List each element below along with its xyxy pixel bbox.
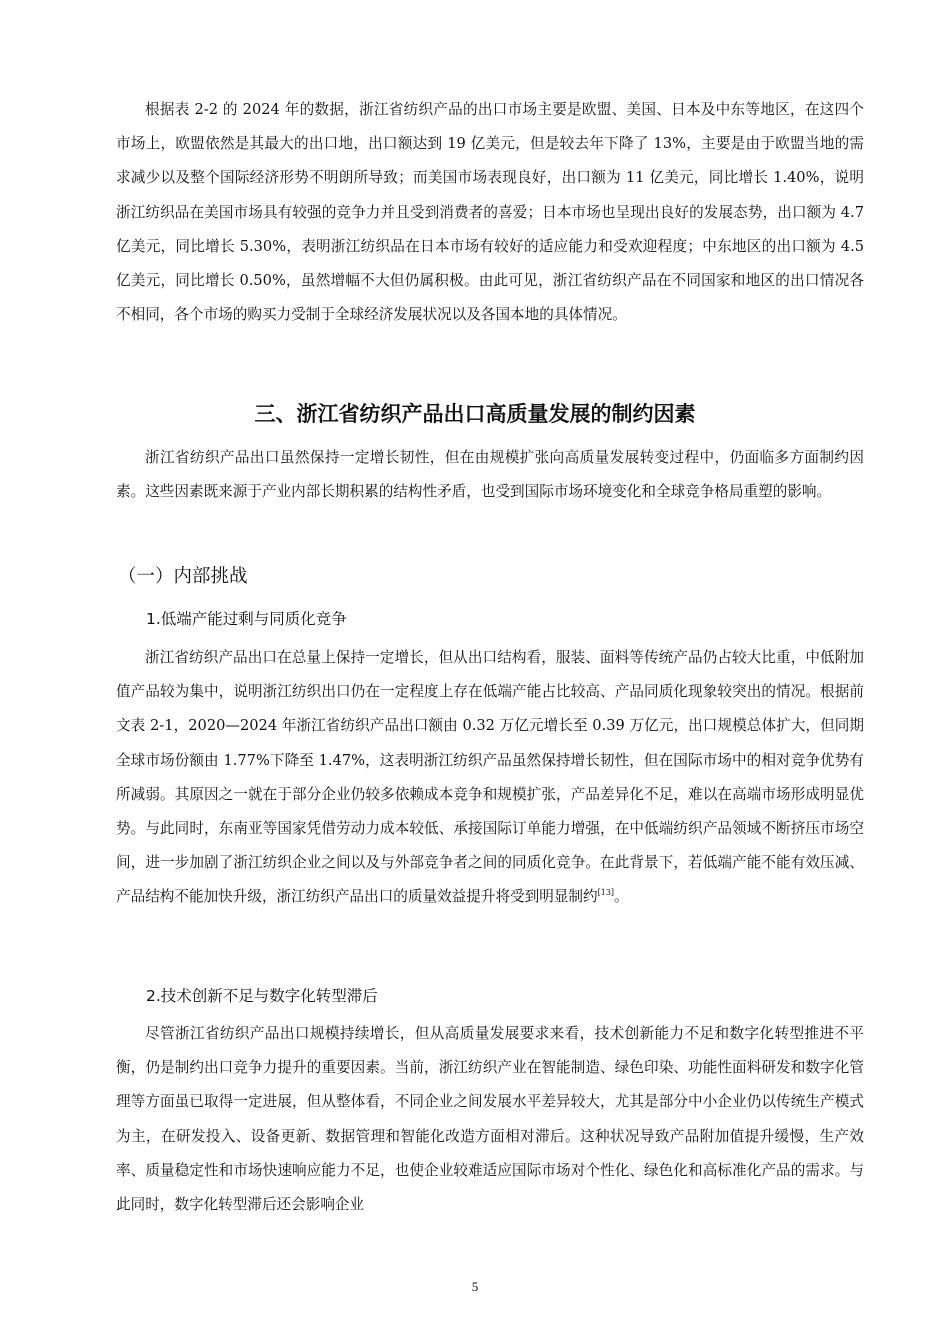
page-number: 5: [471, 1279, 479, 1294]
item-heading-2: 2.技术创新不足与数字化转型滞后: [146, 987, 378, 1005]
paragraph-export-markets: 根据表 2-2 的 2024 年的数据，浙江省纺织产品的出口市场主要是欧盟、美国、日本及中东等地区，在这四个市场上，欧盟依然是其最大的出口地，出口额达到 19 亿美元，但是较去年下降了 13%，主要是由于欧盟当地的需求减少以及整个国际经济形势不明朗所导致；而美国市场表现良好，出口额为 11 亿美元，同比增长 1.40%，说明浙江纺织品在美国市场具有较强的竞争力并且受到消费者的喜爱；日本市场也呈现出良好的发展态势，出口额为 4.7 亿美元，同比增长 5.30%，表明浙江纺织品在日本市场有较好的适应能力和受欢迎程度；中东地区的出口额为 4.5 亿美元，同比增长 0.50%，虽然增幅不大但仍属积极。由此可见，浙江省纺织产品在不同国家和地区的出口情况各不相同，各个市场的购买力受制于全球经济发展状况以及各国本地的具体情况。: [116, 101, 864, 324]
item-heading-1: 1.低端产能过剩与同质化竞争: [146, 610, 347, 628]
paragraph-low-end-capacity: [116, 641, 864, 915]
paragraph-body: 浙江省纺织产品出口在总量上保持一定增长，但从出口结构看，服装、面料等传统产品仍占较大比重，中低附加值产品较为集中，说明浙江纺织出口仍在一定程度上存在低端产能占比较高、产品同质化现象较突出的情况。根据前文表 2-1，2020—2024 年浙江省纺织产品出口额由 0.32 万亿元增长至 0.39 万亿元，出口规模总体扩大，但同期全球市场份额由 1.77%下降至 1.47%，这表明浙江纺织产品虽然保持增长韧性，但在国际市场中的相对竞争优势有所减弱。其原因之一就在于部分企业仍较多依赖成本竞争和规模扩张，产品差异化不足，难以在高端市场形成明显优势。与此同时，东南亚等国家凭借劳动力成本较低、承接国际订单能力增强，在中低端纺织产品领域不断挤压市场空间，进一步加剧了浙江纺织企业之间以及与外部竞争者之间的同质化竞争。在此背景下，若低端产能不能有效压减、产品结构不能加快升级，浙江纺织产品出口的质量效益提升将受到明显制约: [116, 649, 864, 906]
citation-mark: [13]: [597, 888, 615, 898]
paragraph-section-intro: 浙江省纺织产品出口虽然保持一定增长韧性，但在由规模扩张向高质量发展转变过程中，仍面临多方面制约因素。这些因素既来源于产业内部长期积累的结构性矛盾，也受到国际市场环境变化和全球竞争格局重塑的影响。: [116, 449, 864, 501]
paragraph-tech-innovation: 尽管浙江省纺织产品出口规模持续增长，但从高质量发展要求来看，技术创新能力不足和数字化转型推进不平衡，仍是制约出口竞争力提升的重要因素。当前，浙江纺织产业在智能制造、绿色印染、功能性面料研发和数字化管理等方面虽已取得一定进展，但从整体看，不同企业之间发展水平差异较大，尤其是部分中小企业仍以传统生产模式为主，在研发投入、设备更新、数据管理和智能化改造方面相对滞后。这种状况导致产品附加值提升缓慢，生产效率、质量稳定性和市场快速响应能力不足，也使企业较难适应国际市场对个性化、绿色化和高标准化产品的需求。与此同时，数字化转型滞后还会影响企业: [116, 1025, 864, 1214]
section-heading: 三、浙江省纺织产品出口高质量发展的制约因素: [254, 402, 696, 426]
subsection-heading: （一）内部挑战: [118, 566, 248, 587]
paragraph-end: 。: [614, 888, 629, 906]
